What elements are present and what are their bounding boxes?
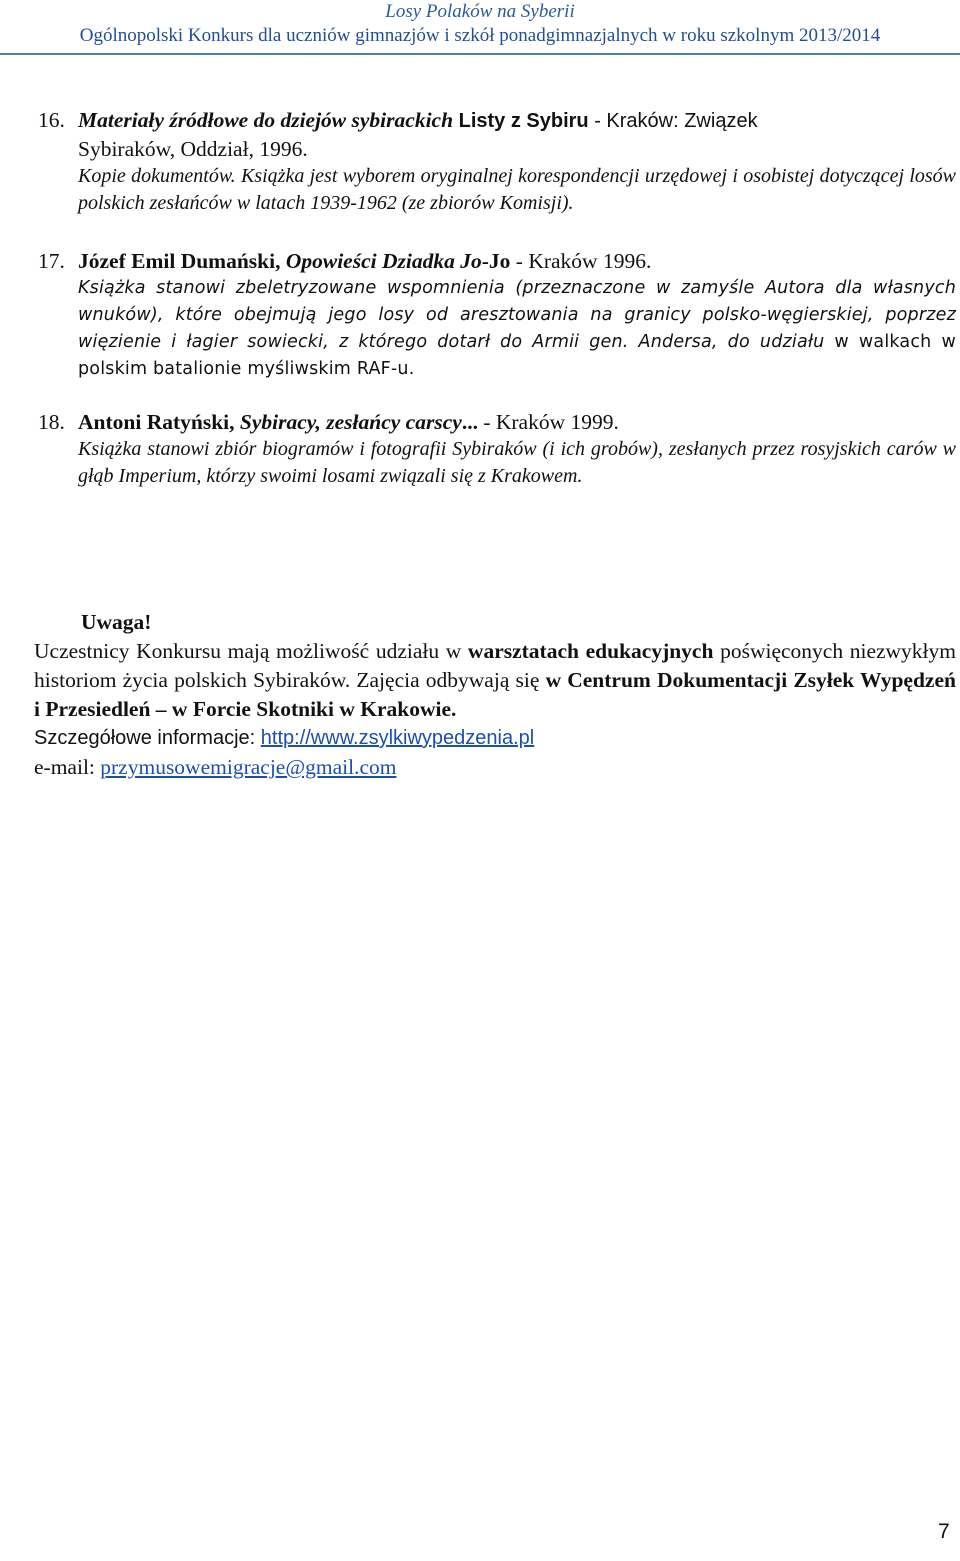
list-item [38, 408, 956, 490]
email-line: e-mail: przymusowemigracje@gmail.com [34, 755, 397, 779]
header-title: Losy Polaków na Syberii [385, 1, 575, 22]
entry-number: 17. [38, 249, 65, 273]
entry-title: Opowieści Dziadka Jo [285, 249, 482, 273]
entry-title-rest: ... [461, 410, 478, 434]
list-item [38, 106, 956, 217]
website-link[interactable]: http://www.zsylkiwypedzenia.pl [260, 727, 535, 749]
entry-publisher: - Kraków: Związek [588, 110, 758, 132]
header-divider [0, 53, 960, 55]
entry-number: 18. [38, 410, 65, 434]
entry-title-rest: -Jo [481, 249, 511, 273]
entry-author: Antoni Ratyński, [78, 410, 240, 434]
entry-description: Książka stanowi zbeletryzowane wspomnienia (przeznaczone w zamyśle Autora dla własnych wnuków), które obejmują jego losy od aresztowania na granicy polsko-węgierskiej, poprzez więzienie i łagier sowiecki, z którego dotarł do Armii gen. Andersa, do udziału w walkach w polskim batalionie myśliwskim RAF-u. [78, 278, 956, 379]
entry-publisher: - Kraków 1996. [510, 249, 652, 273]
email-link[interactable]: przymusowemigracje@gmail.com [100, 755, 397, 779]
entry-title-sub: Listy z Sybiru [453, 110, 589, 132]
header-subtitle: Ogólnopolski Konkurs dla uczniów gimnazjów i szkół ponadgimnazjalnych w roku szkolnym 2013/2014 [79, 25, 881, 46]
entry-description: Książka stanowi zbiór biogramów i fotografii Sybiraków (i ich grobów), zesłanych przez rosyjskich carów w głąb Imperium, którzy swoimi losami związali się z Krakowem. [78, 438, 956, 487]
entry-publisher: - Kraków 1999. [477, 410, 619, 434]
entry-number: 16. [38, 108, 65, 132]
entry-publisher-line: Sybiraków, Oddział, 1996. [78, 137, 308, 161]
info-line: Szczegółowe informacje: http://www.zsylkiwypedzenia.pl [34, 727, 535, 749]
entry-description: Kopie dokumentów. Książka jest wyborem oryginalnej korespondencji urzędowej i osobistej dotyczącej losów polskich zesłańców w latach 1939-1962 (ze zbiorów Komisji). [78, 165, 956, 214]
entry-author: Józef Emil Dumański, [78, 249, 286, 273]
entry-title: Sybiracy, zesłańcy carscy [239, 410, 462, 434]
page-number: 7 [938, 1520, 950, 1543]
note-heading: Uwaga! [81, 610, 152, 634]
note-paragraph: Uczestnicy Konkursu mają możliwość udziału w warsztatach edukacyjnych poświęconych niezwykłym historiom życia polskich Sybiraków. Zajęcia odbywają się w Centrum Dokumentacji Zsyłek Wypędzeń i Przesiedleń – w Forcie Skotniki w Krakowie. [34, 639, 956, 721]
entry-title: Materiały źródłowe do dziejów sybirackich [78, 108, 454, 132]
note-section [34, 608, 956, 782]
list-item [38, 247, 956, 383]
